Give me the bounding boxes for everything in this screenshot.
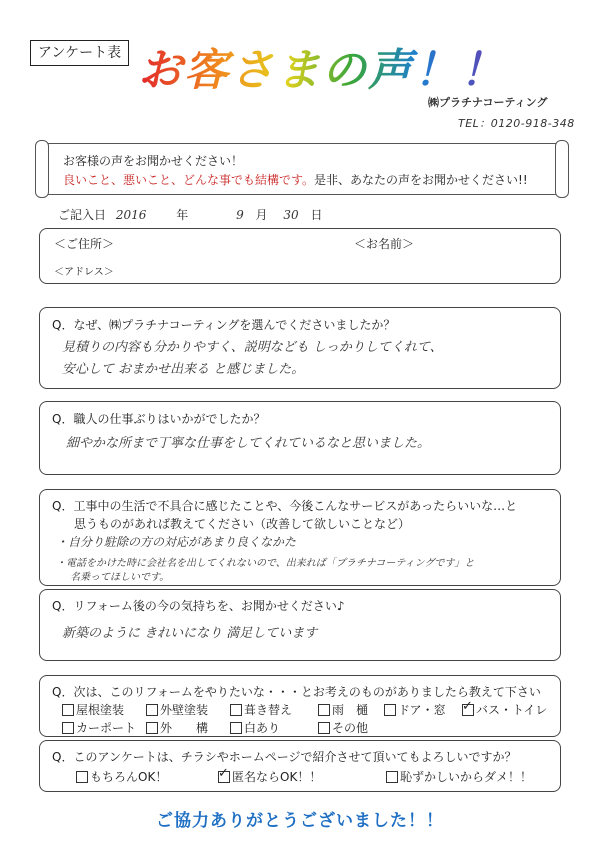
option-label: 白あり: [244, 721, 281, 735]
date-day-label: 日: [310, 208, 323, 222]
date-day[interactable]: 30: [283, 208, 299, 222]
intro-highlight: 良いこと、悪いこと、どんな事でも結構です。: [63, 173, 315, 187]
thanks-message: ご協力ありがとうございました！！: [156, 811, 444, 831]
checkbox[interactable]: [76, 771, 88, 783]
option-label: バス・トイレ: [476, 703, 548, 717]
date-year[interactable]: 2016: [115, 208, 147, 222]
question-6-text: Q．このアンケートは、チラシやホームページで紹介させて頂いてもよろしいですか？: [52, 750, 517, 764]
date-row: [58, 206, 323, 223]
option-roof-painting[interactable]: [62, 701, 124, 718]
date-label: ご記入日: [58, 208, 107, 222]
option-door-window[interactable]: [384, 701, 446, 718]
question-2-box: [39, 401, 561, 475]
question-5-box: [39, 675, 561, 737]
answer-1-line-2[interactable]: 安心して おまかせ出来る と感じました。: [62, 362, 305, 377]
option-wall-painting[interactable]: [146, 701, 208, 718]
question-3-text-2: 思うものがあれば教えてください（改善して欲しいことなど）: [74, 517, 411, 531]
checkbox-checked[interactable]: [218, 771, 230, 783]
option-label: 外壁塗装: [160, 703, 209, 717]
option-anonymous-ok[interactable]: [218, 768, 321, 785]
option-exterior[interactable]: [146, 719, 208, 736]
option-reroofing[interactable]: [230, 701, 292, 718]
answer-3-line-2[interactable]: ・電話をかけた時に会社名を出してくれないので、出来れば「プラチナコーティングです」と: [56, 558, 475, 569]
question-4-text: Q．リフォーム後の今の気持ちを、お聞かせください♪: [52, 599, 345, 613]
option-label: カーポート: [76, 721, 137, 735]
email-label: ＜アドレス＞: [54, 267, 114, 278]
checkbox[interactable]: [146, 722, 158, 734]
option-label: 匿名ならOK！！: [232, 770, 322, 784]
date-year-label: 年: [176, 208, 189, 222]
phone-number: TEL：0120-918-348: [458, 117, 575, 130]
name-label: ＜お名前＞: [354, 237, 415, 251]
option-label: 外 構: [160, 721, 209, 735]
checkbox[interactable]: [384, 704, 396, 716]
answer-1-line-1[interactable]: 見積りの内容も分かりやすく、説明なども しっかりしてくれて、: [62, 340, 443, 355]
checkbox[interactable]: [62, 722, 74, 734]
option-label: 雨 樋: [332, 703, 369, 717]
checkbox[interactable]: [230, 704, 242, 716]
address-box: [39, 228, 561, 284]
scroll-curl-right: [555, 140, 569, 198]
company-name: ㈱プラチナコーティング: [428, 96, 548, 109]
option-gutter[interactable]: [318, 701, 368, 718]
date-month[interactable]: 9: [236, 208, 244, 222]
checkbox[interactable]: [318, 722, 330, 734]
question-2-text: Q．職人の仕事ぶりはいかがでしたか？: [52, 412, 266, 426]
question-6-box: [39, 740, 561, 792]
checkbox[interactable]: [386, 771, 398, 783]
option-bath-toilet[interactable]: [462, 701, 547, 718]
question-1-text: Q．なぜ、㈱プラチナコーティングを選んでくださいましたか？: [52, 318, 396, 332]
option-termite[interactable]: [230, 719, 280, 736]
intro-line-2: [63, 171, 528, 188]
question-1-box: [39, 307, 561, 389]
option-label: 恥ずかしいからダメ！！: [400, 770, 533, 784]
scroll-curl-left: [35, 140, 49, 198]
intro-banner: [40, 143, 564, 195]
checkbox-checked[interactable]: [462, 704, 474, 716]
checkbox[interactable]: [62, 704, 74, 716]
survey-tag: アンケート表: [30, 40, 129, 66]
headline: お客さまの声！！: [138, 34, 506, 98]
option-decline[interactable]: [386, 768, 532, 785]
option-ok[interactable]: [76, 768, 167, 785]
checkbox[interactable]: [318, 704, 330, 716]
question-3-box: [39, 489, 561, 586]
option-other[interactable]: [318, 719, 368, 736]
question-5-text: Q．次は、このリフォームをやりたいな・・・とお考えのものがありましたら教えて下さい: [52, 685, 541, 699]
question-4-box: [39, 589, 561, 661]
option-label: ドア・窓: [398, 703, 446, 717]
option-label: 屋根塗装: [76, 703, 125, 717]
intro-rest: 是非、あなたの声をお聞かせください!!: [314, 173, 528, 187]
option-label: もちろんOK！: [90, 770, 168, 784]
address-label: ＜ご住所＞: [54, 237, 115, 251]
answer-4-line-1[interactable]: 新築のように きれいになり 満足しています: [62, 626, 318, 641]
date-month-label: 月: [255, 208, 268, 222]
option-carport[interactable]: [62, 719, 136, 736]
checkbox[interactable]: [146, 704, 158, 716]
intro-line-1: お客様の声をお聞かせください！: [63, 154, 244, 168]
option-label: 葺き替え: [244, 703, 293, 717]
answer-3-line-1[interactable]: ・自分り駐除の方の対応があまり良くなかた: [56, 535, 297, 549]
question-3-text-1: Q．工事中の生活で不具合に感じたことや、今後こんなサービスがあったらいいな…と: [52, 499, 518, 513]
option-label: その他: [332, 721, 369, 735]
answer-3-line-3[interactable]: 名乗ってほしいです。: [70, 572, 170, 583]
checkbox[interactable]: [230, 722, 242, 734]
answer-2-line-1[interactable]: 細やかな所まで丁寧な仕事をしてくれているなと思いました。: [66, 436, 431, 451]
